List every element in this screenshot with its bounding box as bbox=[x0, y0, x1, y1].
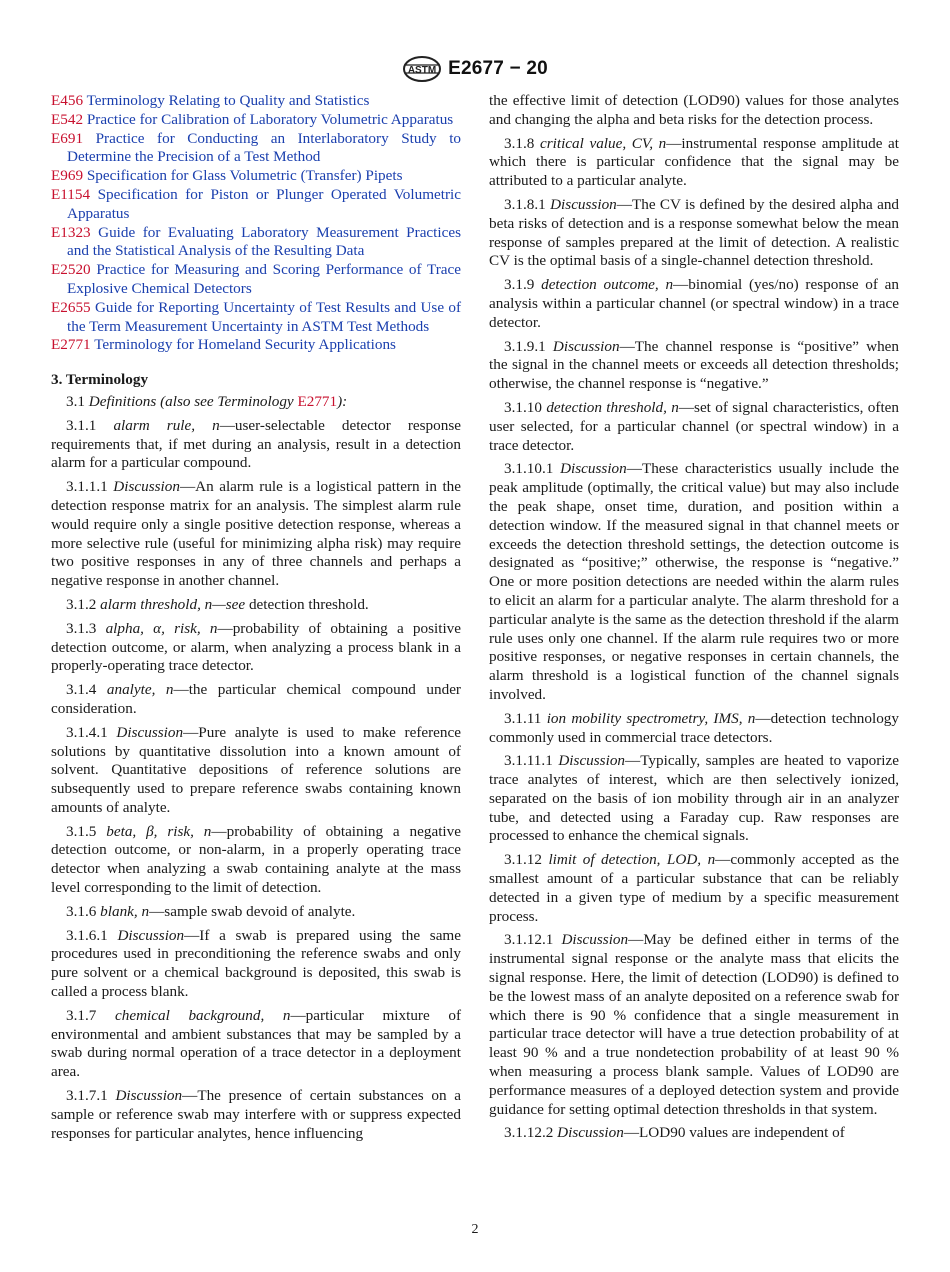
reference-item[interactable]: E1323 Guide for Evaluating Laboratory Measurement Practices and the Statistical Analysis of the Resulting Data bbox=[51, 223, 462, 260]
astm-logo-icon bbox=[402, 55, 442, 83]
definition-paragraph: 3.1.5 beta, β, risk, n—probability of obtaining a negative detection outcome, or non-alarm, in a properly operating trace detector when analyzing a swab containing analyte at the mass level corresponding to the limit of detection. bbox=[51, 822, 461, 897]
definition-paragraph: 3.1.11 ion mobility spectrometry, IMS, n—detection technology commonly used in commercial trace detectors. bbox=[489, 709, 899, 746]
definition-paragraph: 3.1.6 blank, n—sample swab devoid of analyte. bbox=[66, 902, 356, 920]
definition-paragraph: 3.1.6.1 Discussion—If a swab is prepared using the same procedures used in preconditioning the reference swabs and only pure solvent or a chemical background is deposited, this swab is called a process blank. bbox=[51, 926, 461, 1001]
definition-paragraph: 3.1.2 alarm threshold, n—see detection threshold. bbox=[66, 595, 369, 613]
reference-item[interactable]: E1154 Specification for Piston or Plunger Operated Volumetric Apparatus bbox=[51, 185, 461, 222]
svg-text:ASTM: ASTM bbox=[407, 65, 437, 76]
definition-paragraph: 3.1.10 detection threshold, n—set of signal characteristics, often user selected, for a particular channel (or spectral window) in a trace detector. bbox=[489, 398, 900, 454]
reference-item[interactable]: E691 Practice for Conducting an Interlaboratory Study to Determine the Precision of a Test Method bbox=[51, 129, 462, 166]
page-header bbox=[0, 55, 950, 83]
definition-paragraph: 3.1 Definitions (also see Terminology E2771): bbox=[66, 392, 348, 410]
definition-paragraph: 3.1.8 critical value, CV, n—instrumental response amplitude at which there is particular confidence that the signal may be attributed to a particular analyte. bbox=[489, 134, 900, 190]
definition-paragraph: 3.1.1 alarm rule, n—user-selectable detector response requirements that, if met during an analysis, result in a detection alarm for a particular compound. bbox=[51, 416, 461, 472]
definition-paragraph: 3.1.4.1 Discussion—Pure analyte is used to make reference solutions by quantitative dissolution into a known amount of solvent. Quantitative depositions of reference solutions are subsequently used to prepare reference swabs containing known amounts of analyte. bbox=[51, 723, 461, 816]
reference-item[interactable]: E2771 Terminology for Homeland Security Applications bbox=[51, 336, 396, 354]
document-id: E2677 − 20 bbox=[448, 58, 548, 79]
definition-paragraph: 3.1.12.2 Discussion—LOD90 values are independent of bbox=[504, 1124, 845, 1142]
definition-paragraph: the effective limit of detection (LOD90) values for those analytes and changing the alpha and beta risks for the detection process. bbox=[489, 92, 899, 128]
section-heading: 3. Terminology bbox=[51, 371, 149, 389]
definition-paragraph: 3.1.11.1 Discussion—Typically, samples are heated to vaporize trace analytes of interest, which are then selectively ionized, separated on the basis of ion mobility through air in an analyzer tube, and detected using a Faraday cup. Raw responses are processed to enhance the chemical signals. bbox=[489, 752, 900, 845]
right-paragraphs bbox=[489, 92, 899, 1143]
reference-item[interactable]: E456 Terminology Relating to Quality and Statistics bbox=[51, 92, 370, 109]
definition-paragraph: 3.1.12.1 Discussion—May be defined either in terms of the instrumental signal response or the analyte mass that elicits the signal response. Here, the limit of detection (LOD90) is defined to be the lowest mass of an analyte deposited on a reference swab for which there is 90 % confidence that a single measurement in particular trace detector will have a true detection probability of at least 90 % and a true nondetection probability of at least 90 % when measuring a process blank sample. Values of LOD90 are performance measures of a deployed detection system and provide guidance for setting optimal detection thresholds in that system. bbox=[489, 931, 900, 1118]
left-column bbox=[51, 92, 461, 1148]
reference-item[interactable]: E2520 Practice for Measuring and Scoring Performance of Trace Explosive Chemical Detectors bbox=[51, 261, 461, 297]
definition-paragraph: 3.1.12 limit of detection, LOD, n—commonly accepted as the smallest amount of a particular substance that can be reliably detected in a given type of medium by a specific measurement process. bbox=[489, 851, 900, 925]
right-column bbox=[489, 92, 899, 1148]
definition-paragraph: 3.1.7.1 Discussion—The presence of certain substances on a sample or reference swab may interfere with or suppress expected responses for particular analytes, hence influencing bbox=[51, 1087, 461, 1142]
definition-paragraph: 3.1.4 analyte, n—the particular chemical compound under consideration. bbox=[51, 681, 461, 717]
definition-paragraph: 3.1.7 chemical background, n—particular mixture of environmental and ambient substances that may be sampled by a swab during normal operation of a trace detector in a deployment area. bbox=[51, 1006, 462, 1081]
definition-paragraph: 3.1.1.1 Discussion—An alarm rule is a logistical pattern in the detection response matrix for an analysis. The simplest alarm rule would require only a single positive detection response, whereas a more selective rule (useful for minimizing alpha risk) may require two positive responses in any of three channels and perhaps a negative response in another channel. bbox=[51, 478, 462, 590]
definition-paragraph: 3.1.8.1 Discussion—The CV is defined by the desired alpha and beta risks of detection and is a response somewhat below the mean response of samples prepared at the limit of detection. A realistic CV is the optimal basis of a single-channel detection threshold. bbox=[489, 195, 900, 270]
definition-paragraph: 3.1.9 detection outcome, n—binomial (yes/no) response of an analysis within a particular channel (or spectral window) in a trace detector. bbox=[489, 276, 899, 331]
reference-item[interactable]: E969 Specification for Glass Volumetric (Transfer) Pipets bbox=[51, 167, 403, 185]
reference-list bbox=[51, 92, 461, 355]
page-number: 2 bbox=[471, 1222, 479, 1237]
definition-paragraph: 3.1.10.1 Discussion—These characteristics usually include the peak amplitude (optimally, the critical value) but may also include the peak shape, onset time, duration, and position within a detection window. If the measured signal in that channel meets or exceeds the detection threshold settings, the detection outcome is designated as “positive;” otherwise, the response is “negative.” One or more position detections are needed within the alarm rules to elicit an alarm for a particular analyte. The alarm threshold for a particular analyte is the same as the detection threshold if the alarm rule uses only one channel. If the alarm rule requires two or more positive responses, or negative responses in certain channels, the alarm threshold is a logistical function of the channel signals involved. bbox=[489, 460, 900, 703]
left-paragraphs bbox=[51, 393, 461, 1143]
definition-paragraph: 3.1.3 alpha, α, risk, n—probability of obtaining a positive detection outcome, or alarm, when analyzing a process blank in a properly-operating trace detector. bbox=[51, 619, 461, 675]
reference-item[interactable]: E542 Practice for Calibration of Laboratory Volumetric Apparatus bbox=[51, 110, 454, 128]
definition-paragraph: 3.1.9.1 Discussion—The channel response is “positive” when the signal in the channel meets or exceeds all detection thresholds; otherwise, the channel response is “negative.” bbox=[489, 337, 900, 393]
reference-link[interactable]: E2771 bbox=[297, 392, 338, 410]
reference-item[interactable]: E2655 Guide for Reporting Uncertainty of Test Results and Use of the Term Measurement Uncertainty in ASTM Test Methods bbox=[51, 298, 461, 335]
